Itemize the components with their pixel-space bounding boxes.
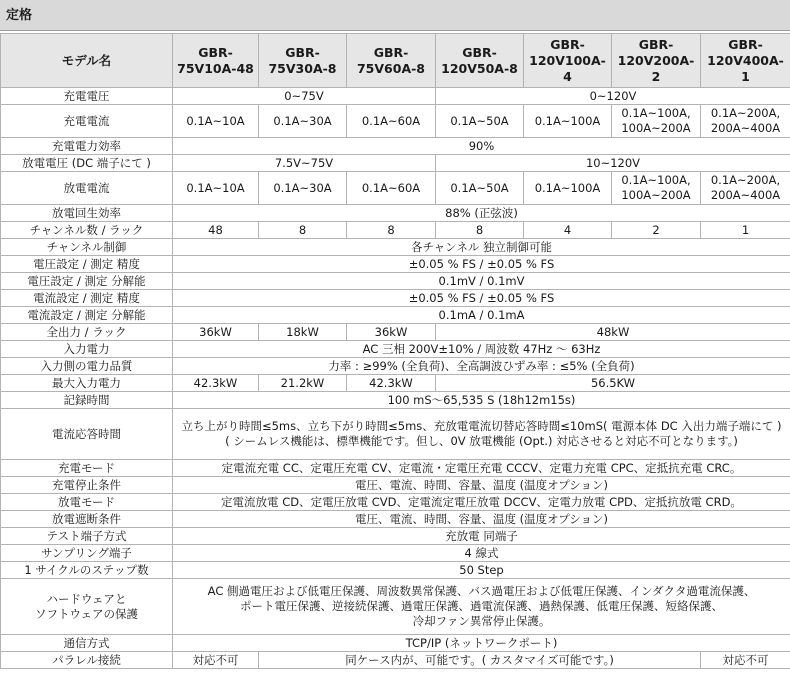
table-row — [1, 239, 790, 256]
row-label: チャンネル制御 — [1, 239, 173, 256]
table-row — [1, 105, 790, 138]
model-name: GBR- 120V100A-4 — [524, 34, 612, 88]
table-row — [1, 528, 790, 545]
header-row — [1, 34, 790, 88]
row-label: 放電回生効率 — [1, 205, 173, 222]
table-row — [1, 392, 790, 409]
model-name: GBR- 75V30A-8 — [259, 34, 347, 88]
row-label: 電流設定 / 測定 分解能 — [1, 307, 173, 324]
cell-value: 4 — [524, 222, 612, 239]
row-label: 放電モード — [1, 494, 173, 511]
row-label: 放電電圧 (DC 端子にて ) — [1, 155, 173, 172]
cell-value: 18kW — [259, 324, 347, 341]
cell-value: 対応不可 — [173, 652, 259, 669]
row-label: 電流応答時間 — [1, 409, 173, 460]
cell-value: 0~120V — [436, 88, 790, 105]
cell-value: 力率 : ≥99% (全負荷)、全高調波ひずみ率 : ≤5% (全負荷) — [173, 358, 790, 375]
cell-value: 0.1A~10A — [173, 105, 259, 138]
model-name: GBR- 75V60A-8 — [347, 34, 436, 88]
cell-value: 0.1A~100A — [524, 172, 612, 205]
row-label: 最大入力電力 — [1, 375, 173, 392]
cell-value: 0.1A~60A — [347, 105, 436, 138]
cell-value: 電圧、電流、時間、容量、温度 (温度オプション) — [173, 477, 790, 494]
row-label: 電圧設定 / 測定 分解能 — [1, 273, 173, 290]
cell-value: 8 — [436, 222, 524, 239]
row-label: 1 サイクルのステップ数 — [1, 562, 173, 579]
cell-value: 0.1mA / 0.1mA — [173, 307, 790, 324]
cell-value: 充放電 同端子 — [173, 528, 790, 545]
table-row — [1, 358, 790, 375]
cell-value: 電圧、電流、時間、容量、温度 (温度オプション) — [173, 511, 790, 528]
row-label: パラレル接続 — [1, 652, 173, 669]
cell-value: 定電流放電 CD、定電圧放電 CVD、定電流定電圧放電 DCCV、定電力放電 CPD、定抵抗放電 CRD。 — [173, 494, 790, 511]
cell-value: 0.1A~200A, 200A~400A — [701, 172, 790, 205]
cell-value: 8 — [259, 222, 347, 239]
table-row — [1, 635, 790, 652]
table-row — [1, 205, 790, 222]
cell-value: 90% — [173, 138, 790, 155]
row-label: 記録時間 — [1, 392, 173, 409]
section-title: 定格 — [0, 0, 790, 31]
cell-value: 4 線式 — [173, 545, 790, 562]
table-row — [1, 155, 790, 172]
header-label: モデル名 — [1, 34, 173, 88]
cell-value: 0.1A~100A — [524, 105, 612, 138]
table-row — [1, 511, 790, 528]
cell-value: 0.1A~60A — [347, 172, 436, 205]
cell-value: 0.1A~30A — [259, 172, 347, 205]
table-row — [1, 172, 790, 205]
cell-value: 56.5KW — [436, 375, 790, 392]
row-label: 充電停止条件 — [1, 477, 173, 494]
cell-value: 36kW — [173, 324, 259, 341]
table-row — [1, 477, 790, 494]
spec-table — [0, 33, 790, 669]
cell-value: 0.1A~50A — [436, 105, 524, 138]
model-name: GBR- 75V10A-48 — [173, 34, 259, 88]
table-row — [1, 545, 790, 562]
table-row — [1, 409, 790, 460]
table-row — [1, 138, 790, 155]
table-row — [1, 88, 790, 105]
row-label: チャンネル数 / ラック — [1, 222, 173, 239]
cell-value: 8 — [347, 222, 436, 239]
table-row — [1, 579, 790, 635]
row-label: 入力電力 — [1, 341, 173, 358]
table-row — [1, 460, 790, 477]
cell-value: 定電流充電 CC、定電圧充電 CV、定電流・定電圧充電 CCCV、定電力充電 CPC、定抵抗充電 CRC。 — [173, 460, 790, 477]
cell-value: 0~75V — [173, 88, 436, 105]
cell-value: 48 — [173, 222, 259, 239]
cell-value: 10~120V — [436, 155, 790, 172]
row-label: 放電遮断条件 — [1, 511, 173, 528]
table-row — [1, 375, 790, 392]
cell-value: 2 — [612, 222, 701, 239]
cell-value: 50 Step — [173, 562, 790, 579]
row-label: 電圧設定 / 測定 精度 — [1, 256, 173, 273]
cell-value: 0.1A~50A — [436, 172, 524, 205]
table-row — [1, 290, 790, 307]
table-row — [1, 307, 790, 324]
row-label: ハードウェアと ソフトウェアの保護 — [1, 579, 173, 635]
row-label: 入力側の電力品質 — [1, 358, 173, 375]
cell-value: 42.3kW — [173, 375, 259, 392]
row-label: テスト端子方式 — [1, 528, 173, 545]
model-name: GBR- 120V200A-2 — [612, 34, 701, 88]
table-row — [1, 256, 790, 273]
row-label: サンプリング端子 — [1, 545, 173, 562]
table-row — [1, 273, 790, 290]
table-row — [1, 652, 790, 669]
cell-value: 48kW — [436, 324, 790, 341]
cell-value: 0.1A~100A, 100A~200A — [612, 172, 701, 205]
cell-value: 立ち上がり時間≤5ms、立ち下がり時間≤5ms、充放電電流切替応答時間≤10mS( 電源本体 DC 入出力端子端にて ) ( シームレス機能は、標準機能です。但し、0V 放電機能 (Opt.) 対応させると対応不可となります。) — [173, 409, 790, 460]
cell-value: 0.1A~200A, 200A~400A — [701, 105, 790, 138]
cell-value: 0.1A~100A, 100A~200A — [612, 105, 701, 138]
cell-value: AC 三相 200V±10% / 周波数 47Hz ～ 63Hz — [173, 341, 790, 358]
table-row — [1, 324, 790, 341]
cell-value: 36kW — [347, 324, 436, 341]
cell-value: 各チャンネル 独立制御可能 — [173, 239, 790, 256]
cell-value: TCP/IP (ネットワークポート) — [173, 635, 790, 652]
row-label: 放電電流 — [1, 172, 173, 205]
cell-value: 0.1mV / 0.1mV — [173, 273, 790, 290]
cell-value: 7.5V~75V — [173, 155, 436, 172]
table-row — [1, 222, 790, 239]
cell-value: 1 — [701, 222, 790, 239]
row-label: 充電電流 — [1, 105, 173, 138]
cell-value: ±0.05 % FS / ±0.05 % FS — [173, 290, 790, 307]
row-label: 充電電力効率 — [1, 138, 173, 155]
row-label: 充電モード — [1, 460, 173, 477]
cell-value: AC 側過電圧および低電圧保護、周波数異常保護、バス過電圧および低電圧保護、インダクタ過電流保護、 ポート電圧保護、逆接続保護、過電圧保護、過電流保護、過熱保護、低電圧保護、短絡保護、 冷却ファン異常停止保護。 — [173, 579, 790, 635]
row-label: 電流設定 / 測定 精度 — [1, 290, 173, 307]
cell-value: 0.1A~30A — [259, 105, 347, 138]
cell-value: 対応不可 — [701, 652, 790, 669]
cell-value: 同ケース内が、可能です。( カスタマイズ可能です。) — [259, 652, 701, 669]
cell-value: 88% (正弦波) — [173, 205, 790, 222]
row-label: 全出力 / ラック — [1, 324, 173, 341]
row-label: 通信方式 — [1, 635, 173, 652]
cell-value: 21.2kW — [259, 375, 347, 392]
cell-value: ±0.05 % FS / ±0.05 % FS — [173, 256, 790, 273]
table-row — [1, 341, 790, 358]
cell-value: 42.3kW — [347, 375, 436, 392]
cell-value: 0.1A~10A — [173, 172, 259, 205]
model-name: GBR- 120V50A-8 — [436, 34, 524, 88]
cell-value: 100 mS～65,535 S (18h12m15s) — [173, 392, 790, 409]
table-row — [1, 562, 790, 579]
table-row — [1, 494, 790, 511]
row-label: 充電電圧 — [1, 88, 173, 105]
model-name: GBR- 120V400A-1 — [701, 34, 790, 88]
